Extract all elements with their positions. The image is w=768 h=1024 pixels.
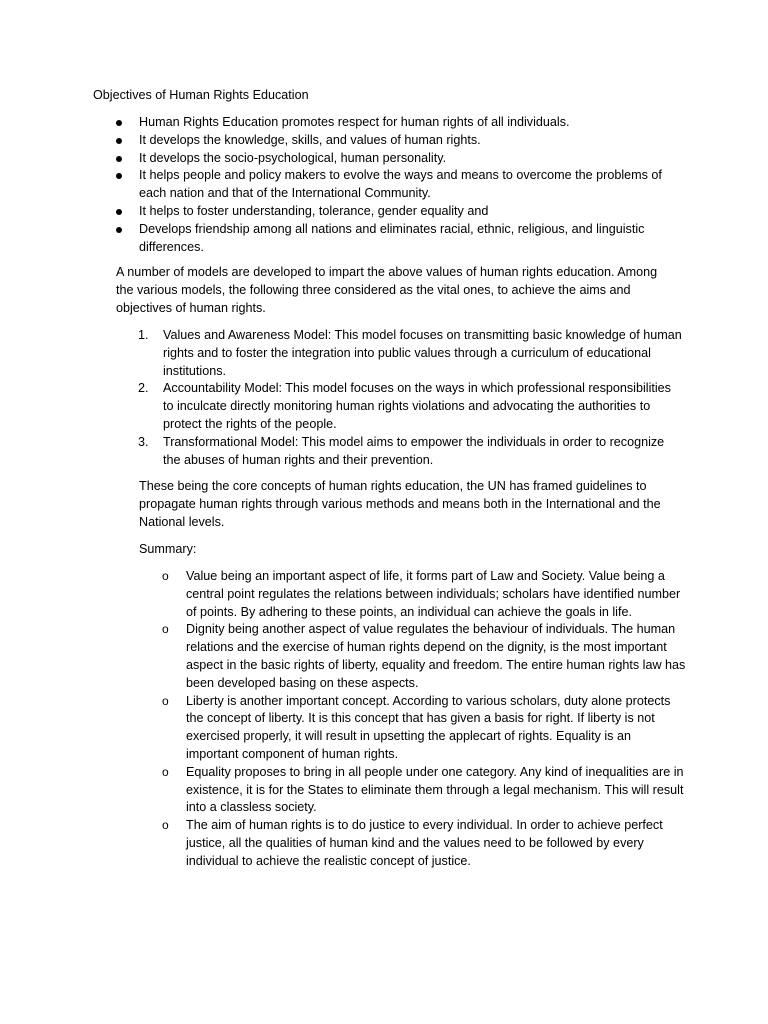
list-item (139, 132, 679, 150)
list-number: 3. (138, 434, 149, 449)
list-item (139, 203, 679, 221)
objectives-list (139, 114, 679, 256)
list-item (162, 568, 686, 621)
list-item (162, 693, 686, 764)
core-concepts-paragraph: These being the core concepts of human rights education, the UN has framed guidelines to propagate human rights through various methods and means both in the International and the National levels. (139, 479, 661, 529)
list-item (139, 150, 679, 168)
circle-bullet-icon: o (162, 622, 169, 637)
circle-bullet-icon: o (162, 764, 169, 779)
list-item-text: The aim of human rights is to do justice to every individual. In order to achieve perfect justice, all the qualities of human kind and the values need to be followed by every individual to achieve the realistic concept of justice. (186, 818, 663, 868)
list-item-text: It helps people and policy makers to evolve the ways and means to overcome the problems of each nation and that of the International Community. (139, 168, 662, 201)
list-item (138, 380, 683, 433)
list-item-text: Accountability Model: This model focuses on the ways in which professional responsibilities to inculcate directly monitoring human rights violations and advocating the authorities to protect the rights of the people. (163, 381, 671, 431)
list-item-text: It helps to foster understanding, tolerance, gender equality and (139, 203, 489, 218)
circle-bullet-icon: o (162, 569, 169, 583)
bullet-icon (116, 156, 122, 162)
document-title: Objectives of Human Rights Education (93, 88, 309, 102)
list-item (162, 817, 686, 870)
list-item-text: Liberty is another important concept. According to various scholars, duty alone protects the concept of liberty. It is this concept that has given a basis for right. If liberty is not exercised properly, it will result in upsetting the applecart of rights. Equality is an important component of human rights. (186, 693, 671, 761)
bullet-icon (116, 120, 122, 126)
list-item-text: It develops the knowledge, skills, and values of human rights. (139, 132, 481, 147)
models-intro-paragraph: A number of models are developed to impart the above values of human rights education. Among the various models, the following three considered as the vital ones, to achieve the aims and objectives of human rights. (116, 265, 658, 315)
list-item (139, 114, 679, 132)
list-item (138, 434, 683, 470)
list-item-text: Equality proposes to bring in all people under one category. Any kind of inequalities are in existence, it is for the States to eliminate them through a legal mechanism. This will result into a classless society. (186, 764, 684, 815)
list-item (162, 764, 686, 817)
circle-bullet-icon: o (162, 693, 169, 708)
bullet-icon (116, 227, 122, 233)
list-number: 1. (138, 328, 149, 342)
summary-heading: Summary: (139, 542, 197, 556)
list-item (139, 221, 679, 257)
list-item (139, 167, 679, 203)
list-item-text: Develops friendship among all nations and eliminates racial, ethnic, religious, and linguistic differences. (139, 221, 645, 254)
list-item-text: Human Rights Education promotes respect for human rights of all individuals. (139, 115, 570, 129)
list-item (138, 327, 683, 380)
bullet-icon (116, 138, 122, 144)
list-number: 2. (138, 381, 149, 396)
summary-list (162, 568, 686, 871)
circle-bullet-icon: o (162, 818, 169, 833)
bullet-icon (116, 173, 122, 179)
list-item-text: Value being an important aspect of life, it forms part of Law and Society. Value being a central point regulates the relations between individuals; scholars have identified number of points. By adhering to these points, an individual can achieve the goals in life. (186, 569, 681, 619)
list-item (162, 621, 686, 692)
list-item-text: It develops the socio-psychological, human personality. (139, 150, 447, 165)
bullet-icon (116, 209, 122, 215)
list-item-text: Transformational Model: This model aims to empower the individuals in order to recognize the abuses of human rights and their prevention. (163, 434, 665, 467)
list-item-text: Dignity being another aspect of value regulates the behaviour of individuals. The human relations and the exercise of human rights depend on the dignity, is the most important aspect in the basic rights of liberty, equality and freedom. The entire human rights law has been developed basing on these aspects. (186, 622, 686, 690)
list-item-text: Values and Awareness Model: This model focuses on transmitting basic knowledge of human rights and to foster the integration into public values through a curriculum of educational institutions. (163, 328, 682, 378)
models-list (138, 327, 683, 469)
